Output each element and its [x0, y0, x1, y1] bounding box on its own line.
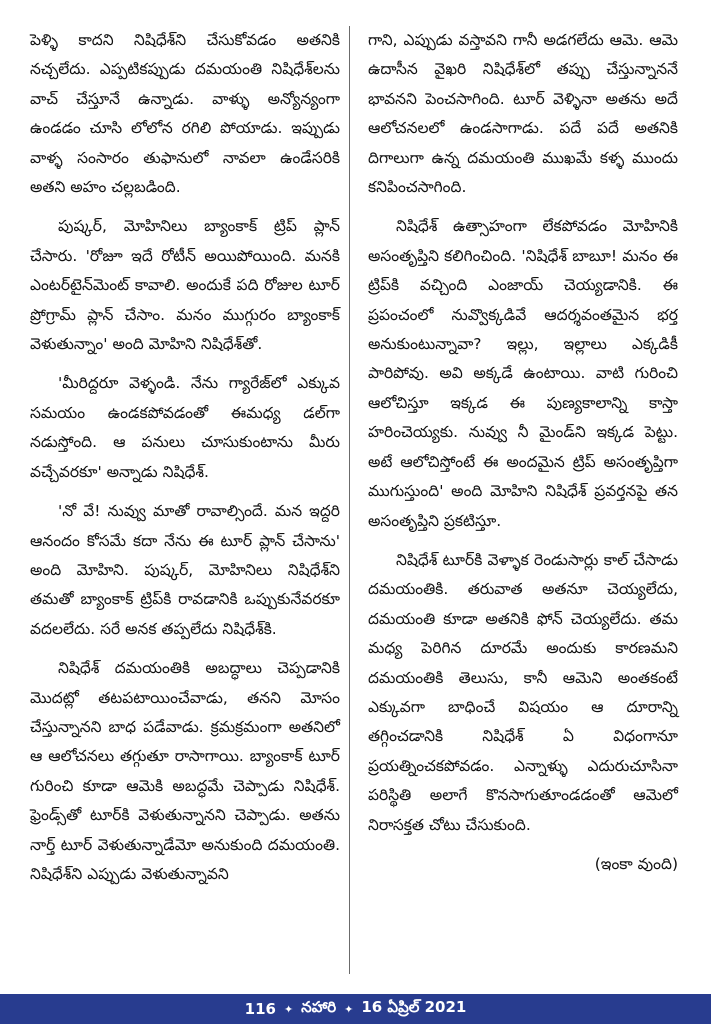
paragraph: నిషిధేశ్ టూర్‌కి వెళ్ళాక రెండుసార్లు కాల్ చేసాడు దమయంతికి. తరువాత అతనూ చెయ్యలేదు, దమయంతి కూడా అతనికి ఫోన్ చెయ్యలేదు. తమ మధ్య పెరిగిన దూరమే అందుకు కారణమని దమయంతికి తెలుసు, కానీ ఆమెని అంతకంటే ఎక్కువగా బాధించే విషయం ఆ దూరాన్ని తగ్గించడానికి నిషిధేశ్ ఏ విధంగానూ ప్రయత్నించకపోవడం. ఎన్నాళ్ళు ఎదురుచూసినా పరిస్థితి అలాగే కొనసాగుతూండడంతో ఆమెలో నిరాసక్తత చోటు చేసుకుంది. — [368, 550, 678, 834]
paragraph: 'నో వే! నువ్వు మాతో రావాల్సిందే. మన ఇద్దరి ఆనందం కోసమే కదా నేను ఈ టూర్ ప్లాన్ చేసాను' అంది మోహిని. పుష్కర్, మోహినిలు నిషిధేశ్‌ని తమతో బ్యాంకాక్ ట్రిప్‌కి రావడానికి ఒప్పుకునేవరకూ వదలలేదు. సరే అనక తప్పలేదు నిషిధేశ్‌కి. — [30, 502, 340, 638]
paragraph: పుష్కర్, మోహినిలు బ్యాంకాక్ ట్రిప్ ప్లాన్ చేసారు. 'రోజూ ఇదే రోటీన్ అయిపోయింది. మనకి ఎంటర్‌టైన్‌మెంట్ కావాలి. అందుకే పది రోజుల టూర్ ప్రోగ్రామ్ ప్లాన్ చేసాం. మనం ముగ్గురం బ్యాంకాక్ వెళుతున్నాం' అంది మోహిని నిషిధేశ్‌తో. — [30, 217, 340, 354]
paragraph: నిషిధేశ్ దమయంతికి అబద్ధాలు చెప్పడానికి మొదట్లో తటపటాయించేవాడు, తనని మోసం చేస్తున్నానని బాధ పడేవాడు. క్రమక్రమంగా అతనిలో ఆ ఆలోచనలు తగ్గుతూ రాసాగాయి. బ్యాంకాక్ టూర్ గురించి కూడా ఆమెకి అబద్ధమే చెప్పాడు నిషిధేశ్. ఫ్రెండ్స్‌తో టూర్‌కి వెళుతున్నానని చెప్పాడు. అతను నార్త్ టూర్ వెళుతున్నాడేమో అనుకుంది దమయంతి. నిషిధేశ్‌ని ఎప్పుడు వెళుతున్నావని — [30, 659, 340, 883]
paragraph: పెళ్ళి కాదని నిషిధేశ్‌ని చేసుకోవడం అతనికి నచ్చలేదు. ఎప్పటికప్పుడు దమయంతి నిషిధేశ్‌లను వాచ్ చేస్తూనే ఉన్నాడు. వాళ్ళు అన్యోన్యంగా ఉండడం చూసి లోలోన రగిలి పోయాడు. ఇప్పుడు వాళ్ళ సంసారం తుఫానులో నావలా ఉండేసరికి అతని అహం చల్లబడింది. — [30, 31, 340, 197]
paragraph: నిషిధేశ్ ఉత్సాహంగా లేకపోవడం మోహినికి అసంతృప్తిని కలిగించింది. 'నిషిధేశ్ బాబూ! మనం ఈ ట్రిప్‌కి వచ్చింది ఎంజాయ్ చెయ్యడానికి. ఈ ప్రపంచంలో నువ్వొక్కడివే ఆదర్శవంతమైన భర్త అనుకుంటున్నావా? ఇల్లు, ఇల్లాలు ఎక్కడికీ పారిపోవు. అవి అక్కడే ఉంటాయి. వాటి గురించి ఆలోచిస్తూ ఇక్కడ ఈ పుణ్యకాలాన్ని కాస్తా హరించెయ్యకు. నువ్వు నీ మైండ్‌ని ఇక్కడ పెట్టు. అటే ఆలోచిస్తోంటే ఈ అందమైన ట్రిప్ అసంతృప్తిగా ముగుస్తుంది' అంది మోహిని నిషిధేశ్ ప్రవర్తనపై తన అసంతృప్తిని ప్రకటిస్తూ. — [368, 217, 678, 530]
magazine-name: నహారి — [301, 998, 337, 1016]
column-divider — [349, 26, 350, 974]
left-column — [30, 26, 340, 899]
page-footer — [0, 994, 711, 1024]
issue-date: 16 ఏప్రిల్ 2021 — [361, 998, 467, 1016]
right-column — [368, 26, 678, 879]
star-separator-icon: ✦ — [344, 1002, 354, 1016]
paragraph: గాని, ఎప్పుడు వస్తావని గానీ అడగలేదు ఆమె. ఆమె ఉదాసీన వైఖరి నిషిధేశ్‌లో తప్పు చేస్తున్నాననే భావనని పెంచసాగింది. టూర్ వెళ్ళినా అతను అదే ఆలోచనలలో ఉండసాగాడు. పదే పదే అతనికి దిగాలుగా ఉన్న దమయంతి ముఖమే కళ్ళ ముందు కనిపించసాగింది. — [368, 31, 678, 197]
to-be-continued: (ఇంకా వుంది) — [594, 854, 678, 873]
paragraph: 'మీరిద్దరూ వెళ్ళండి. నేను గ్యారేజ్‌లో ఎక్కువ సమయం ఉండకపోవడంతో ఈమధ్య డల్‌గా నడుస్తోంది. ఆ పనులు చూసుకుంటాను మీరు వచ్చేవరకూ' అన్నాడు నిషిధేశ్. — [30, 374, 340, 481]
star-separator-icon: ✦ — [283, 1002, 294, 1016]
page-number: 116 — [244, 1000, 276, 1018]
